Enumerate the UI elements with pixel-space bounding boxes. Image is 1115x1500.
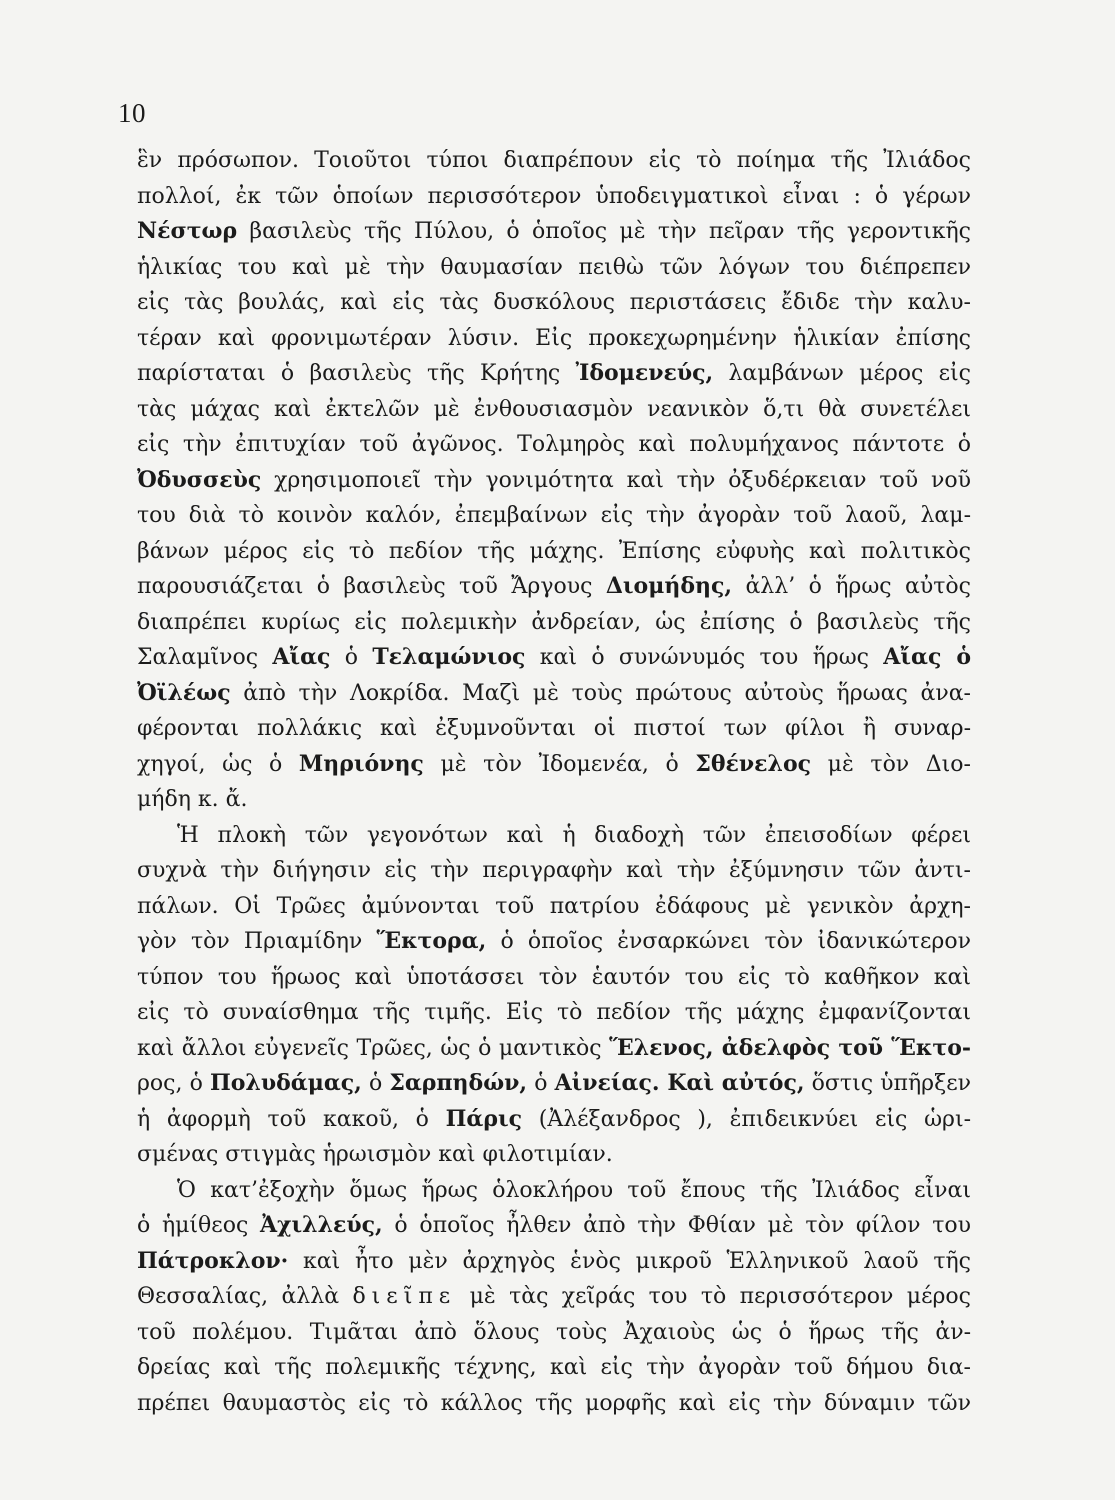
text-segment: ὁ ὁποῖος ἦλθεν ἀπὸ τὴν Φθίαν μὲ τὸν φίλον του [382, 1213, 972, 1238]
bold-name: Ἕλενος, ἀδελφὸς τοῦ Ἕκτο- [609, 1034, 971, 1061]
text-segment: γὸν τὸν Πριαμίδην [137, 929, 377, 954]
text-segment: μήδη κ. ἄ. [137, 787, 248, 812]
text-line [137, 889, 971, 925]
text-segment: παρουσιάζεται ὁ βασιλεὺς τοῦ Ἄργους [137, 574, 606, 599]
bold-name: Πολυδάμας, [209, 1070, 362, 1096]
bold-name: Νέστωρ [137, 218, 238, 244]
text-line [137, 640, 971, 676]
text-segment: χηγοί, ὡς ὁ [137, 751, 299, 777]
text-segment: παρίσταται ὁ βασιλεὺς τῆς Κρήτης [137, 361, 576, 386]
text-segment: διαπρέπει κυρίως εἰς πολεμικὴν ἀνδρείαν, ὡς ἐπίσης ὁ βασιλεὺς τῆς [137, 609, 971, 635]
text-segment: πρέπει θαυμαστὸς εἰς τὸ κάλλος τῆς μορφῆς καὶ εἰς τὴν δύναμιν τῶν [137, 1390, 971, 1416]
text-line [137, 1279, 971, 1315]
text-segment: εἰς τὰς βουλάς, καὶ εἰς τὰς δυσκόλους περιστάσεις ἔδιδε τὴν καλυ- [137, 290, 971, 315]
bold-name: Διομήδης, [605, 573, 733, 599]
text-segment: τύπον του ἥρωος καὶ ὑποτάσσει τὸν ἑαυτόν του εἰς τὸ καθῆκον καὶ [137, 964, 971, 990]
text-line [137, 960, 971, 996]
text-line [137, 1137, 971, 1173]
text-line [137, 321, 971, 357]
text-line [137, 179, 971, 215]
text-line [137, 818, 971, 854]
text-segment: ὁ [527, 1071, 555, 1096]
text-line [137, 676, 971, 712]
text-line [137, 711, 971, 747]
text-line [137, 285, 971, 321]
text-segment: ἡ ἀφορμὴ τοῦ κακοῦ, ὁ [137, 1106, 446, 1132]
text-segment: μὲ τὸν Διο- [811, 751, 971, 777]
text-segment: τέραν καὶ φρονιμωτέραν λύσιν. Εἰς προκεχωρημένην ἡλικίαν ἐπίσης [137, 325, 971, 351]
text-segment: χρησιμοποιεῖ τὴν γονιμότητα καὶ τὴν ὀξυδέρκειαν τοῦ νοῦ [261, 467, 971, 493]
text-line [137, 143, 971, 179]
text-segment: πολλοί, ἐκ τῶν ὁποίων περισσότερον ὑποδειγματικοὶ εἶναι : ὁ γέρων [137, 183, 971, 209]
text-segment: ρος, ὁ [137, 1071, 210, 1096]
text-line [137, 392, 971, 428]
text-segment: (Ἀλέξανδρος ), ἐπιδεικνύει εἰς ὡρι- [522, 1106, 971, 1132]
bold-name: Σαρπηδών, [389, 1070, 528, 1096]
text-segment: καὶ ἄλλοι εὐγενεῖς Τρῶες, ὡς ὁ μαντικὸς [137, 1035, 610, 1061]
text-segment: λαμβάνων μέρος εἰς [713, 361, 971, 386]
text-segment: Θεσσαλίας, ἀλλὰ [137, 1284, 353, 1309]
text-line [137, 498, 971, 534]
bold-name: Πάτροκλον· [137, 1247, 289, 1274]
bold-name: Αἴας ὁ [883, 644, 971, 670]
text-line [137, 534, 971, 570]
bold-name: Πάρις [445, 1105, 523, 1132]
bold-name: Ἕκτορα, [376, 928, 487, 954]
bold-name: Ἰδομενεύς, [575, 360, 714, 386]
text-segment: ἀλλ’ ὁ ἥρως αὐτὸς [732, 574, 971, 599]
text-line [137, 853, 971, 889]
text-line [137, 214, 971, 250]
text-segment: εἰς τὴν ἐπιτυχίαν τοῦ ἀγῶνος. Τολμηρὸς καὶ πολυμήχανος πάντοτε ὁ [137, 432, 971, 457]
text-line [137, 782, 971, 818]
text-line [137, 1066, 971, 1102]
text-segment: Σαλαμῖνος [137, 645, 273, 670]
text-line [137, 605, 971, 641]
text-segment: ὁ [330, 645, 373, 670]
spaced-emphasis: διεῖπε [352, 1284, 457, 1309]
text-segment: ὁ [361, 1071, 390, 1096]
text-segment: του διὰ τὸ κοινὸν καλόν, ἐπεμβαίνων εἰς τὴν ἀγορὰν τοῦ λαοῦ, λαμ- [137, 503, 971, 528]
bold-name: Ἀχιλλεύς, [259, 1212, 383, 1238]
text-segment: μὲ τὰς χεῖράς του τὸ περισσότερον μέρος [456, 1284, 972, 1309]
bold-name: Ὀδυσσεὺς [137, 466, 262, 493]
text-segment: ὅστις ὑπῆρξεν [804, 1071, 971, 1096]
body-text [137, 143, 971, 1421]
text-segment: ὁ ἡμίθεος [137, 1213, 260, 1238]
text-segment: ἡλικίας του καὶ μὲ τὴν θαυμασίαν πειθὼ τῶν λόγων του διέπρεπεν [137, 254, 971, 280]
text-segment: τὰς μάχας καὶ ἐκτελῶν μὲ ἐνθουσιασμὸν νεανικὸν ὅ,τι θὰ συνετέλει [137, 396, 971, 422]
text-segment: ἓν πρόσωπον. Τοιοῦτοι τύποι διαπρέπουν εἰς τὸ ποίημα τῆς Ἰλιάδος [137, 148, 971, 173]
text-line [137, 1102, 971, 1138]
text-line [137, 427, 971, 463]
bold-name: Αἰνείας. Καὶ αὐτός, [554, 1070, 805, 1096]
text-segment: συχνὰ τὴν διήγησιν εἰς τὴν περιγραφὴν καὶ τὴν ἐξύμνησιν τῶν ἀντι- [137, 858, 971, 883]
bold-name: Σθένελος [695, 750, 812, 777]
text-line [137, 1315, 971, 1351]
text-line [137, 1350, 971, 1386]
text-segment: φέρονται πολλάκις καὶ ἐξυμνοῦνται οἱ πιστοί των φίλοι ἢ συναρ- [137, 716, 971, 741]
text-line [137, 250, 971, 286]
text-segment: τοῦ πολέμου. Τιμᾶται ἀπὸ ὅλους τοὺς Ἀχαιοὺς ὡς ὁ ἥρως τῆς ἀν- [137, 1319, 971, 1345]
text-line [137, 1208, 971, 1244]
text-segment: μὲ τὸν Ἰδομενέα, ὁ [423, 751, 696, 777]
text-segment: καὶ ἦτο μὲν ἀρχηγὸς ἑνὸς μικροῦ Ἑλληνικοῦ λαοῦ τῆς [288, 1248, 971, 1274]
text-line [137, 995, 971, 1031]
text-segment: ἀπὸ τὴν Λοκρίδα. Μαζὶ μὲ τοὺς πρώτους αὐτοὺς ἥρωας ἀνα- [230, 680, 971, 706]
text-line [137, 924, 971, 960]
text-segment: Ὁ κατ’ἐξοχὴν ὅμως ἥρως ὁλοκλήρου τοῦ ἔπους τῆς Ἰλιάδος εἶναι [177, 1177, 971, 1203]
text-line [137, 1244, 971, 1280]
text-segment: βασιλεὺς τῆς Πύλου, ὁ ὁποῖος μὲ τὴν πεῖραν τῆς γεροντικῆς [237, 219, 971, 244]
bold-name: Ὀϊλέως [137, 679, 231, 706]
text-segment: βάνων μέρος εἰς τὸ πεδίον τῆς μάχης. Ἐπίσης εὐφυὴς καὶ πολιτικὸς [137, 538, 971, 564]
text-segment: ὁ ὁποῖος ἐνσαρκώνει τὸν ἰδανικώτερον [486, 929, 971, 954]
text-segment: πάλων. Οἱ Τρῶες ἀμύνονται τοῦ πατρίου ἐδάφους μὲ γενικὸν ἀρχη- [137, 893, 971, 919]
text-line [137, 1386, 971, 1422]
text-segment: εἰς τὸ συναίσθημα τῆς τιμῆς. Εἰς τὸ πεδίον τῆς μάχης ἐμφανίζονται [137, 1000, 971, 1025]
bold-name: Μηριόνης [298, 750, 424, 777]
text-line [137, 1031, 971, 1067]
text-segment: Ἡ πλοκὴ τῶν γεγονότων καὶ ἡ διαδοχὴ τῶν ἐπεισοδίων φέρει [177, 822, 971, 848]
text-line [137, 463, 971, 499]
text-segment: δρείας καὶ τῆς πολεμικῆς τέχνης, καὶ εἰς τὴν ἀγορὰν τοῦ δήμου δια- [137, 1355, 971, 1380]
bold-name: Τελαμώνιος [372, 644, 526, 670]
text-line [137, 569, 971, 605]
page-number: 10 [118, 98, 146, 128]
text-line [137, 356, 971, 392]
text-segment: σμένας στιγμὰς ἡρωισμὸν καὶ φιλοτιμίαν. [137, 1142, 613, 1167]
text-segment: καὶ ὁ συνώνυμός του ἥρως [525, 645, 884, 670]
text-line [137, 747, 971, 783]
text-line [137, 1173, 971, 1209]
bold-name: Αἴας [272, 644, 331, 670]
